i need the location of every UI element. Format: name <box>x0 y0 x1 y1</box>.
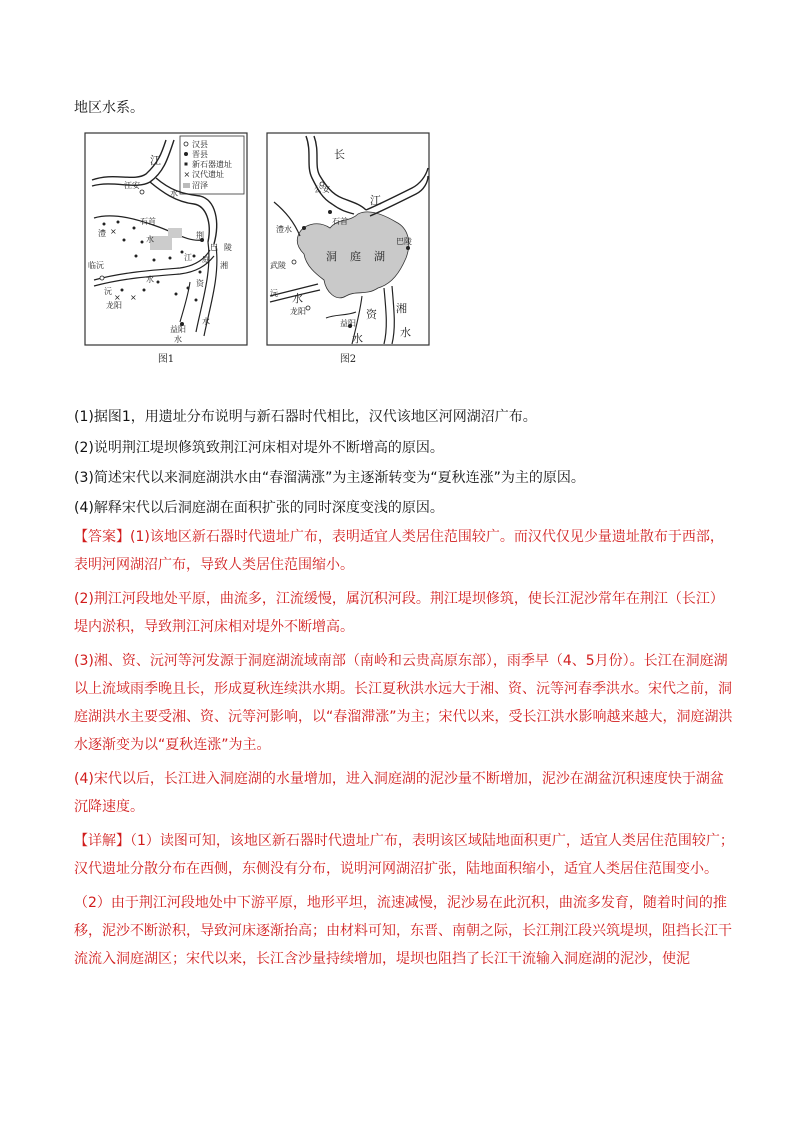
map-label: 沅 <box>104 287 112 296</box>
svg-text:×: × <box>114 293 121 302</box>
map-1-drawing <box>84 132 248 346</box>
answer-p1-text: (1)该地区新石器时代遗址广布，表明适宜人类居住范围较广。而汉代仅见少量遗址散布于西部，表明河网湖沼广布，导致人类居住范围缩小。 <box>74 529 724 573</box>
intro-text: 地区水系。 <box>74 100 144 116</box>
map-label: 石首 <box>140 217 156 226</box>
svg-text:×: × <box>130 293 137 302</box>
detail-p2: （2）由于荆江河段地处中下游平原，地形平坦，流速减慢，泥沙易在此沉积，曲流多发育，随着时间的推移，泥沙不断淤积，导致河床逐渐抬高；由材料可知，东晋、南朝之际，长江荆江段兴筑堤坝，阻挡长江干流流入洞庭湖区；宋代以来，长江含沙量持续增加，堤坝也阻挡了长江干流输入洞庭湖的泥沙，使泥 <box>74 895 732 967</box>
detail-tag: 【详解】 <box>74 833 130 849</box>
map-label: 庭 <box>350 250 361 263</box>
figure-2-caption: 图2 <box>339 354 357 365</box>
question-3: (3)简述宋代以来洞庭湖洪水由“春溜满涨”为主逐渐转变为“夏秋连涨”为主的原因。 <box>74 470 585 486</box>
legend-item: 新石器遗址 <box>192 160 232 169</box>
map-label: 水 <box>352 332 363 345</box>
map-label: 湘 <box>396 302 407 315</box>
map-label: 水 <box>400 326 411 339</box>
map-label: 江 <box>370 194 381 207</box>
map-label: 湖 <box>374 250 385 263</box>
map-2-drawing <box>266 132 430 346</box>
map-label: 荆 <box>196 231 204 240</box>
map-figure-1 <box>84 132 248 346</box>
map-label: 江 <box>150 154 161 167</box>
map-label: 武陵 <box>270 261 286 270</box>
figure-1-caption: 图1 <box>157 354 175 365</box>
map-label: 资 <box>196 279 204 288</box>
legend-item: 晋县 <box>192 150 208 159</box>
question-4: (4)解释宋代以后洞庭湖在面积扩张的同时深度变浅的原因。 <box>74 500 444 516</box>
map-label: 洞 <box>326 250 337 263</box>
map-label: 澧水 <box>276 225 292 234</box>
answer-p4: (4)宋代以后，长江进入洞庭湖的水量增加，进入洞庭湖的泥沙量不断增加，泥沙在湖盆沉积速度快于湖盆沉降速度。 <box>74 771 724 815</box>
legend-item: 沼泽 <box>192 181 208 190</box>
map-label: 资 <box>366 308 377 321</box>
map-label: 水 <box>292 292 303 305</box>
map-label: 临沅 <box>88 261 104 270</box>
figure-maps <box>84 132 444 368</box>
detail-p1 <box>74 827 734 883</box>
svg-text:×: × <box>183 170 191 179</box>
map-label: 陵 <box>224 243 232 252</box>
map-label: 水 <box>146 275 154 284</box>
map-label: 沅 <box>270 289 278 298</box>
map-label: 水 <box>202 317 210 326</box>
map-label: 石首 <box>332 217 348 226</box>
legend-item: 汉代遗址 <box>192 170 224 179</box>
answer-tag: 【答案】 <box>74 529 130 545</box>
answer-p2: (2)荆江河段地处平原，曲流多，江流缓慢，属沉积河段。荆江堤坝修筑，使长江泥沙常年在荆江（长江）堤内淤积，导致荆江河床相对堤外不断增高。 <box>74 591 724 635</box>
svg-text:×: × <box>110 227 117 236</box>
answer-section <box>74 523 734 973</box>
map-label: 长 <box>334 148 345 161</box>
map-label: 巴陵 <box>396 237 412 246</box>
map-figure-2 <box>266 132 430 346</box>
map-label: 水 <box>170 189 178 198</box>
map-label: 澧 <box>98 229 106 238</box>
question-1: (1)据图1，用遗址分布说明与新石器时代相比，汉代该地区河网湖沼广布。 <box>74 409 537 425</box>
answer-p3: (3)湘、资、沅河等河发源于洞庭湖流域南部（南岭和云贵高原东部），雨季早（4、5月份）。长江在洞庭湖以上流域雨季晚且长，形成夏秋连续洪水期。长江夏秋洪水远大于湘、资、沅等河春季洪水。宋代之前，洞庭湖洪水主要受湘、资、沅等河影响，以“春溜滞涨”为主；宋代以来，受长江洪水影响越来越大，洞庭湖洪水逐渐变为以“夏秋连涨”为主。 <box>74 653 733 753</box>
map-label: 湘 <box>220 261 228 270</box>
map-label: 水 <box>174 335 182 344</box>
map-label: 水 <box>146 235 154 244</box>
legend-item: 汉县 <box>192 140 208 149</box>
question-2: (2)说明荆江堤坝修筑致荆江河床相对堤外不断增高的原因。 <box>74 440 444 456</box>
map-label: 龙阳 <box>290 307 306 316</box>
map-label: 江 <box>184 253 192 262</box>
map-label: 庭 <box>202 255 210 264</box>
map-label: 公安 <box>314 185 330 194</box>
map-label: 巴 <box>210 243 218 252</box>
map-label: 龙阳 <box>106 301 122 310</box>
answer-p1 <box>74 523 734 579</box>
detail-p1-text: （1）读图可知，该地区新石器时代遗址广布，表明该区域陆地面积更广，适宜人类居住范围较广；汉代遗址分散分布在西侧，东侧没有分布，说明河网湖沼扩张，陆地面积缩小，适宜人类居住范围变小。 <box>74 833 734 877</box>
map-label: 益阳 <box>170 325 186 334</box>
map-label: 江安 <box>124 181 140 190</box>
map-label: 益阳 <box>340 319 356 328</box>
